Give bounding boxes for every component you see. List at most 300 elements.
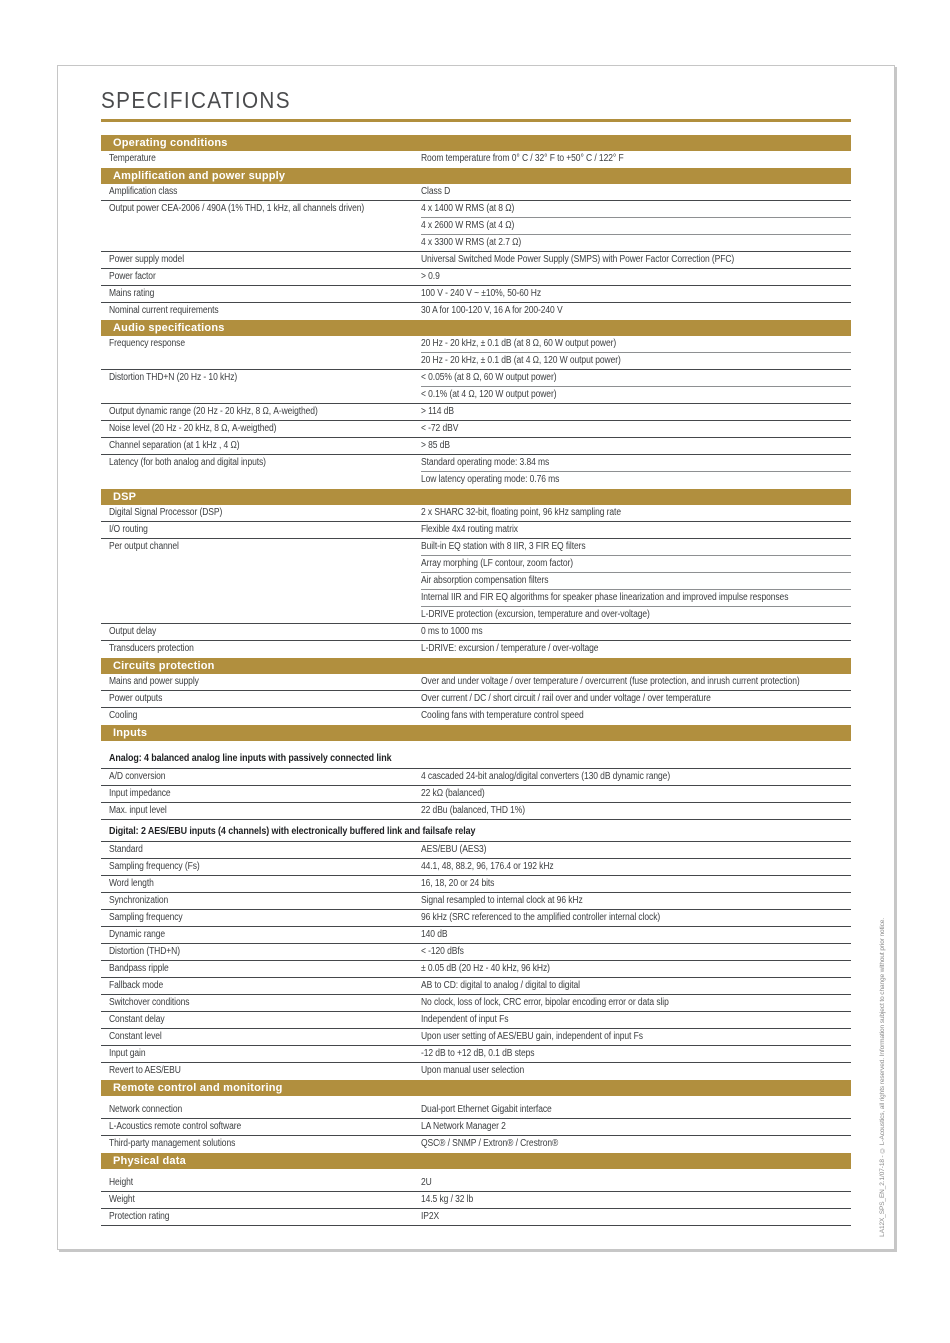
section-header-label: Operating conditions xyxy=(113,137,228,149)
spec-values xyxy=(421,769,851,785)
spec-value-text: > 85 dB xyxy=(421,439,450,451)
spec-values xyxy=(421,842,851,858)
spec-label xyxy=(101,1063,421,1079)
section-header-label: Circuits protection xyxy=(113,660,215,672)
spec-label xyxy=(101,691,421,707)
spec-label xyxy=(101,769,421,785)
spec-label xyxy=(101,1136,421,1152)
spec-values xyxy=(421,927,851,943)
spec-value xyxy=(421,252,851,268)
spec-value-text: Over current / DC / short circuit / rail over and under voltage / over temperature xyxy=(421,692,711,704)
page-title xyxy=(101,87,851,114)
spec-value-text: Array morphing (LF contour, zoom factor) xyxy=(421,557,574,569)
spec-value-text: Over and under voltage / over temperature / overcurrent (fuse protection, and inrush current protection) xyxy=(421,675,800,687)
spec-row xyxy=(101,1028,851,1045)
section-header xyxy=(101,725,851,741)
spec-value xyxy=(421,842,851,858)
spec-row xyxy=(101,336,851,369)
spec-values xyxy=(421,910,851,926)
spec-value xyxy=(421,786,851,802)
spec-row xyxy=(101,1191,851,1208)
spec-label-text: Word length xyxy=(109,877,154,889)
spec-value xyxy=(421,803,851,819)
spec-value xyxy=(421,572,851,589)
spec-value xyxy=(421,386,851,403)
spec-label xyxy=(101,978,421,994)
spec-label xyxy=(101,1102,421,1118)
spec-value xyxy=(421,978,851,994)
spec-label xyxy=(101,961,421,977)
spec-label-text: Network connection xyxy=(109,1103,183,1115)
spec-label xyxy=(101,995,421,1011)
spec-values xyxy=(421,803,851,819)
spec-row xyxy=(101,538,851,623)
section-header xyxy=(101,168,851,184)
section-header xyxy=(101,135,851,151)
spec-row xyxy=(101,1011,851,1028)
spec-label-text: Dynamic range xyxy=(109,928,166,940)
spec-label xyxy=(101,641,421,657)
spec-values xyxy=(421,539,851,623)
spec-value xyxy=(421,927,851,943)
spec-label xyxy=(101,201,421,251)
spec-value-text: Internal IIR and FIR EQ algorithms for speaker phase linearization and improved impulse responses xyxy=(421,591,789,603)
spec-label-text: Mains rating xyxy=(109,287,155,299)
spec-label xyxy=(101,505,421,521)
spec-value-text: IP2X xyxy=(421,1210,440,1222)
spec-value-text: 14.5 kg / 32 lb xyxy=(421,1193,474,1205)
spec-label xyxy=(101,1046,421,1062)
spec-row xyxy=(101,521,851,538)
spec-label-text: Output dynamic range (20 Hz - 20 kHz, 8 Ω, A-weigthed) xyxy=(109,405,318,417)
spec-label xyxy=(101,708,421,724)
spec-label-text: L-Acoustics remote control software xyxy=(109,1120,242,1132)
spec-value-text: Signal resampled to internal clock at 96 kHz xyxy=(421,894,583,906)
spec-value-text: Room temperature from 0° C / 32° F to +50° C / 122° F xyxy=(421,152,624,164)
document-page xyxy=(57,65,895,1250)
spec-label-text: Power supply model xyxy=(109,253,185,265)
group-subheader xyxy=(101,747,851,769)
spec-label-text: Digital Signal Processor (DSP) xyxy=(109,506,223,518)
section-header xyxy=(101,658,851,674)
spec-values xyxy=(421,995,851,1011)
spec-value-text: 20 Hz - 20 kHz, ± 0.1 dB (at 4 Ω, 120 W output power) xyxy=(421,354,621,366)
spec-label-text: Standard xyxy=(109,843,143,855)
spec-values xyxy=(421,1046,851,1062)
spec-label xyxy=(101,286,421,302)
spec-values xyxy=(421,1192,851,1208)
spec-value xyxy=(421,539,851,555)
spec-value-text: Upon manual user selection xyxy=(421,1064,525,1076)
spec-row xyxy=(101,892,851,909)
spec-value xyxy=(421,352,851,369)
spec-values xyxy=(421,151,851,167)
spec-values xyxy=(421,370,851,403)
spec-label-text: I/O routing xyxy=(109,523,148,535)
spec-values xyxy=(421,961,851,977)
spec-value-text: AES/EBU (AES3) xyxy=(421,843,487,855)
spec-label-text: Output delay xyxy=(109,625,157,637)
spec-row xyxy=(101,858,851,875)
spec-value xyxy=(421,1046,851,1062)
spec-value-text: 100 V - 240 V ~ ±10%, 50-60 Hz xyxy=(421,287,542,299)
spec-value xyxy=(421,995,851,1011)
spec-value-text: Upon user setting of AES/EBU gain, independent of input Fs xyxy=(421,1030,643,1042)
spec-label-text: Mains and power supply xyxy=(109,675,199,687)
spec-value xyxy=(421,1175,851,1191)
spec-row xyxy=(101,977,851,994)
spec-label-text: Constant delay xyxy=(109,1013,165,1025)
section-header xyxy=(101,1080,851,1096)
spec-label xyxy=(101,539,421,623)
spec-value xyxy=(421,691,851,707)
spec-label xyxy=(101,842,421,858)
spec-row xyxy=(101,403,851,420)
spec-label xyxy=(101,786,421,802)
spec-value xyxy=(421,589,851,606)
spec-values xyxy=(421,978,851,994)
spec-value xyxy=(421,893,851,909)
section-header-label: Inputs xyxy=(113,727,148,739)
spec-value-text: 16, 18, 20 or 24 bits xyxy=(421,877,495,889)
spec-label-text: Max. input level xyxy=(109,804,167,816)
spec-label xyxy=(101,674,421,690)
spec-value-text: < -120 dBfs xyxy=(421,945,464,957)
spec-label-text: Switchover conditions xyxy=(109,996,190,1008)
spec-label xyxy=(101,944,421,960)
spec-label xyxy=(101,455,421,488)
spec-label xyxy=(101,336,421,369)
spec-value-text: L-DRIVE protection (excursion, temperature and over-voltage) xyxy=(421,608,650,620)
spec-label-text: Temperature xyxy=(109,152,156,164)
spec-row xyxy=(101,1118,851,1135)
spec-values xyxy=(421,336,851,369)
spec-row xyxy=(101,200,851,251)
spec-values xyxy=(421,1175,851,1191)
spec-label-text: A/D conversion xyxy=(109,770,166,782)
spec-label xyxy=(101,876,421,892)
spec-label xyxy=(101,269,421,285)
spec-values xyxy=(421,438,851,454)
spec-value-text: < 0.05% (at 8 Ω, 60 W output power) xyxy=(421,371,557,383)
spec-row xyxy=(101,369,851,403)
group-subheader xyxy=(101,819,851,842)
spec-row xyxy=(101,623,851,640)
spec-value xyxy=(421,184,851,200)
spec-row xyxy=(101,1175,851,1191)
page-content xyxy=(101,87,851,1226)
spec-row xyxy=(101,454,851,488)
spec-value xyxy=(421,1102,851,1118)
spec-value-text: No clock, loss of lock, CRC error, bipolar encoding error or data slip xyxy=(421,996,669,1008)
spec-value xyxy=(421,641,851,657)
spec-value xyxy=(421,455,851,471)
spec-value-text: L-DRIVE: excursion / temperature / over-voltage xyxy=(421,642,599,654)
spec-label xyxy=(101,893,421,909)
spec-value-text: 4 x 3300 W RMS (at 2.7 Ω) xyxy=(421,236,522,248)
spec-label xyxy=(101,1119,421,1135)
spec-row xyxy=(101,674,851,690)
spec-label-text: Weight xyxy=(109,1193,135,1205)
spec-label xyxy=(101,1192,421,1208)
spec-value-text: 4 x 1400 W RMS (at 8 Ω) xyxy=(421,202,515,214)
spec-label-text: Noise level (20 Hz - 20 kHz, 8 Ω, A-weigthed) xyxy=(109,422,277,434)
spec-row xyxy=(101,184,851,200)
spec-row xyxy=(101,769,851,785)
spec-label-text: Per output channel xyxy=(109,540,179,552)
spec-values xyxy=(421,522,851,538)
spec-label xyxy=(101,151,421,167)
page-title-text: SPECIFICATIONS xyxy=(101,87,291,113)
spec-label-text: Input gain xyxy=(109,1047,146,1059)
spec-table xyxy=(101,135,851,1226)
spec-value-text: 20 Hz - 20 kHz, ± 0.1 dB (at 8 Ω, 60 W output power) xyxy=(421,337,617,349)
spec-row xyxy=(101,842,851,858)
spec-value-text: > 114 dB xyxy=(421,405,454,417)
spec-row xyxy=(101,960,851,977)
spec-label xyxy=(101,624,421,640)
spec-values xyxy=(421,201,851,251)
spec-value xyxy=(421,1209,851,1225)
spec-row xyxy=(101,943,851,960)
spec-value-text: Independent of input Fs xyxy=(421,1013,509,1025)
spec-value-text: 30 A for 100-120 V, 16 A for 200-240 V xyxy=(421,304,563,316)
spec-label-text: Output power CEA-2006 / 490A (1% THD, 1 kHz, all channels driven) xyxy=(109,202,365,214)
spec-value xyxy=(421,624,851,640)
title-rule xyxy=(101,119,851,122)
spec-value xyxy=(421,201,851,217)
spec-value-text: 22 dBu (balanced, THD 1%) xyxy=(421,804,526,816)
section-header xyxy=(101,1153,851,1169)
group-subheader-text: Analog: 4 balanced analog line inputs with passively connected link xyxy=(109,752,392,764)
spec-value xyxy=(421,606,851,623)
section-header xyxy=(101,489,851,505)
spec-label-text: Sampling frequency (Fs) xyxy=(109,860,200,872)
spec-label-text: Latency (for both analog and digital inputs) xyxy=(109,456,266,468)
spec-label-text: Fallback mode xyxy=(109,979,164,991)
spec-row xyxy=(101,437,851,454)
section-header-label: Amplification and power supply xyxy=(113,170,286,182)
spec-label-text: Channel separation (at 1 kHz , 4 Ω) xyxy=(109,439,240,451)
spec-label-text: Distortion (THD+N) xyxy=(109,945,180,957)
spec-value xyxy=(421,269,851,285)
spec-values xyxy=(421,455,851,488)
spec-value xyxy=(421,286,851,302)
spec-row xyxy=(101,268,851,285)
spec-values xyxy=(421,944,851,960)
spec-value-text: Flexible 4x4 routing matrix xyxy=(421,523,518,535)
section-header-label: Physical data xyxy=(113,1155,186,1167)
section-header-label: Audio specifications xyxy=(113,322,225,334)
spec-value-text: 44.1, 48, 88.2, 96, 176.4 or 192 kHz xyxy=(421,860,554,872)
spec-values xyxy=(421,421,851,437)
spec-label xyxy=(101,1209,421,1225)
spec-label xyxy=(101,803,421,819)
spec-value-text: < 0.1% (at 4 Ω, 120 W output power) xyxy=(421,388,557,400)
spec-row xyxy=(101,640,851,657)
spec-values xyxy=(421,876,851,892)
spec-values xyxy=(421,641,851,657)
spec-values xyxy=(421,1102,851,1118)
spec-value-text: Low latency operating mode: 0.76 ms xyxy=(421,473,560,485)
spec-value xyxy=(421,404,851,420)
spec-value xyxy=(421,370,851,386)
spec-label xyxy=(101,1012,421,1028)
spec-label xyxy=(101,421,421,437)
spec-value-text: > 0.9 xyxy=(421,270,440,282)
spec-row xyxy=(101,926,851,943)
spec-row xyxy=(101,1208,851,1226)
section-header-label: DSP xyxy=(113,491,137,503)
spec-row xyxy=(101,690,851,707)
spec-value-text: 22 kΩ (balanced) xyxy=(421,787,485,799)
spec-values xyxy=(421,184,851,200)
spec-value xyxy=(421,522,851,538)
spec-label-text: Power outputs xyxy=(109,692,163,704)
spec-label-text: Third-party management solutions xyxy=(109,1137,236,1149)
spec-value xyxy=(421,1012,851,1028)
spec-label xyxy=(101,927,421,943)
spec-value-text: 2 x SHARC 32-bit, floating point, 96 kHz sampling rate xyxy=(421,506,621,518)
spec-value-text: 96 kHz (SRC referenced to the amplified controller internal clock) xyxy=(421,911,661,923)
spec-value-text: Universal Switched Mode Power Supply (SMPS) with Power Factor Correction (PFC) xyxy=(421,253,735,265)
spec-label-text: Frequency response xyxy=(109,337,185,349)
spec-value xyxy=(421,876,851,892)
spec-row xyxy=(101,875,851,892)
spec-value-text: -12 dB to +12 dB, 0.1 dB steps xyxy=(421,1047,535,1059)
spec-label xyxy=(101,438,421,454)
spec-values xyxy=(421,252,851,268)
spec-label xyxy=(101,303,421,319)
spec-value xyxy=(421,303,851,319)
spec-row xyxy=(101,707,851,724)
spec-row xyxy=(101,994,851,1011)
side-note: LA12X_SPS_EN_2.1/07-18 - © L-Acoustics, all rights reserved. Information subject to change without prior notice. xyxy=(879,918,886,1237)
spec-values xyxy=(421,624,851,640)
spec-label-text: Cooling xyxy=(109,709,138,721)
spec-values xyxy=(421,708,851,724)
spec-value-text: < -72 dBV xyxy=(421,422,459,434)
spec-values xyxy=(421,1063,851,1079)
spec-value-text: Built-in EQ station with 8 IIR, 3 FIR EQ filters xyxy=(421,540,586,552)
spec-value xyxy=(421,234,851,251)
spec-value xyxy=(421,859,851,875)
spec-value-text: ± 0.05 dB (20 Hz - 40 kHz, 96 kHz) xyxy=(421,962,550,974)
spec-values xyxy=(421,1119,851,1135)
spec-label xyxy=(101,184,421,200)
spec-value-text: Dual-port Ethernet Gigabit interface xyxy=(421,1103,552,1115)
spec-values xyxy=(421,1136,851,1152)
spec-value-text: 4 cascaded 24-bit analog/digital converters (130 dB dynamic range) xyxy=(421,770,671,782)
spec-label-text: Sampling frequency xyxy=(109,911,183,923)
spec-values xyxy=(421,691,851,707)
spec-value xyxy=(421,674,851,690)
spec-value-text: QSC® / SNMP / Extron® / Crestron® xyxy=(421,1137,559,1149)
spec-values xyxy=(421,404,851,420)
spec-row xyxy=(101,1062,851,1079)
spec-label xyxy=(101,252,421,268)
spec-row xyxy=(101,1135,851,1152)
spec-value xyxy=(421,1029,851,1045)
spec-label xyxy=(101,404,421,420)
spec-values xyxy=(421,674,851,690)
spec-value xyxy=(421,471,851,488)
spec-value xyxy=(421,910,851,926)
spec-value-text: AB to CD: digital to analog / digital to digital xyxy=(421,979,580,991)
spec-values xyxy=(421,893,851,909)
spec-row xyxy=(101,785,851,802)
spec-value-text: 0 ms to 1000 ms xyxy=(421,625,483,637)
spec-values xyxy=(421,1209,851,1225)
spec-values xyxy=(421,859,851,875)
spec-value xyxy=(421,769,851,785)
spec-row xyxy=(101,251,851,268)
spec-label xyxy=(101,370,421,403)
spec-label xyxy=(101,910,421,926)
spec-label xyxy=(101,859,421,875)
spec-row xyxy=(101,909,851,926)
section-header xyxy=(101,320,851,336)
spec-row xyxy=(101,802,851,819)
spec-value xyxy=(421,151,851,167)
spec-values xyxy=(421,269,851,285)
spec-value xyxy=(421,1063,851,1079)
spec-row xyxy=(101,1102,851,1118)
spec-row xyxy=(101,151,851,167)
spec-value-text: Air absorption compensation filters xyxy=(421,574,549,586)
spec-label xyxy=(101,522,421,538)
spec-value xyxy=(421,1136,851,1152)
spec-label xyxy=(101,1029,421,1045)
spec-label xyxy=(101,1175,421,1191)
spec-row xyxy=(101,505,851,521)
spec-values xyxy=(421,286,851,302)
spec-value-text: Standard operating mode: 3.84 ms xyxy=(421,456,550,468)
spec-value-text: LA Network Manager 2 xyxy=(421,1120,506,1132)
spec-values xyxy=(421,786,851,802)
group-subheader-text: Digital: 2 AES/EBU inputs (4 channels) with electronically buffered link and failsafe relay xyxy=(109,825,476,837)
spec-value-text: 2U xyxy=(421,1176,432,1188)
spec-value xyxy=(421,505,851,521)
spec-label-text: Bandpass ripple xyxy=(109,962,169,974)
spec-value xyxy=(421,217,851,234)
spec-value xyxy=(421,438,851,454)
spec-row xyxy=(101,420,851,437)
spec-row xyxy=(101,1045,851,1062)
spec-values xyxy=(421,1029,851,1045)
spec-values xyxy=(421,505,851,521)
spec-value xyxy=(421,336,851,352)
spec-label-text: Height xyxy=(109,1176,134,1188)
spec-value-text: Class D xyxy=(421,185,451,197)
spec-label-text: Revert to AES/EBU xyxy=(109,1064,181,1076)
spec-label-text: Input impedance xyxy=(109,787,171,799)
spec-value-text: Cooling fans with temperature control speed xyxy=(421,709,584,721)
spec-value xyxy=(421,961,851,977)
spec-value xyxy=(421,555,851,572)
spec-label-text: Constant level xyxy=(109,1030,162,1042)
spec-row xyxy=(101,285,851,302)
spec-value xyxy=(421,1119,851,1135)
spec-value-text: 4 x 2600 W RMS (at 4 Ω) xyxy=(421,219,515,231)
spec-label-text: Amplification class xyxy=(109,185,178,197)
spec-value xyxy=(421,421,851,437)
spec-value xyxy=(421,944,851,960)
spec-label-text: Protection rating xyxy=(109,1210,170,1222)
spec-value-text: 140 dB xyxy=(421,928,448,940)
spec-label-text: Nominal current requirements xyxy=(109,304,219,316)
spec-values xyxy=(421,1012,851,1028)
